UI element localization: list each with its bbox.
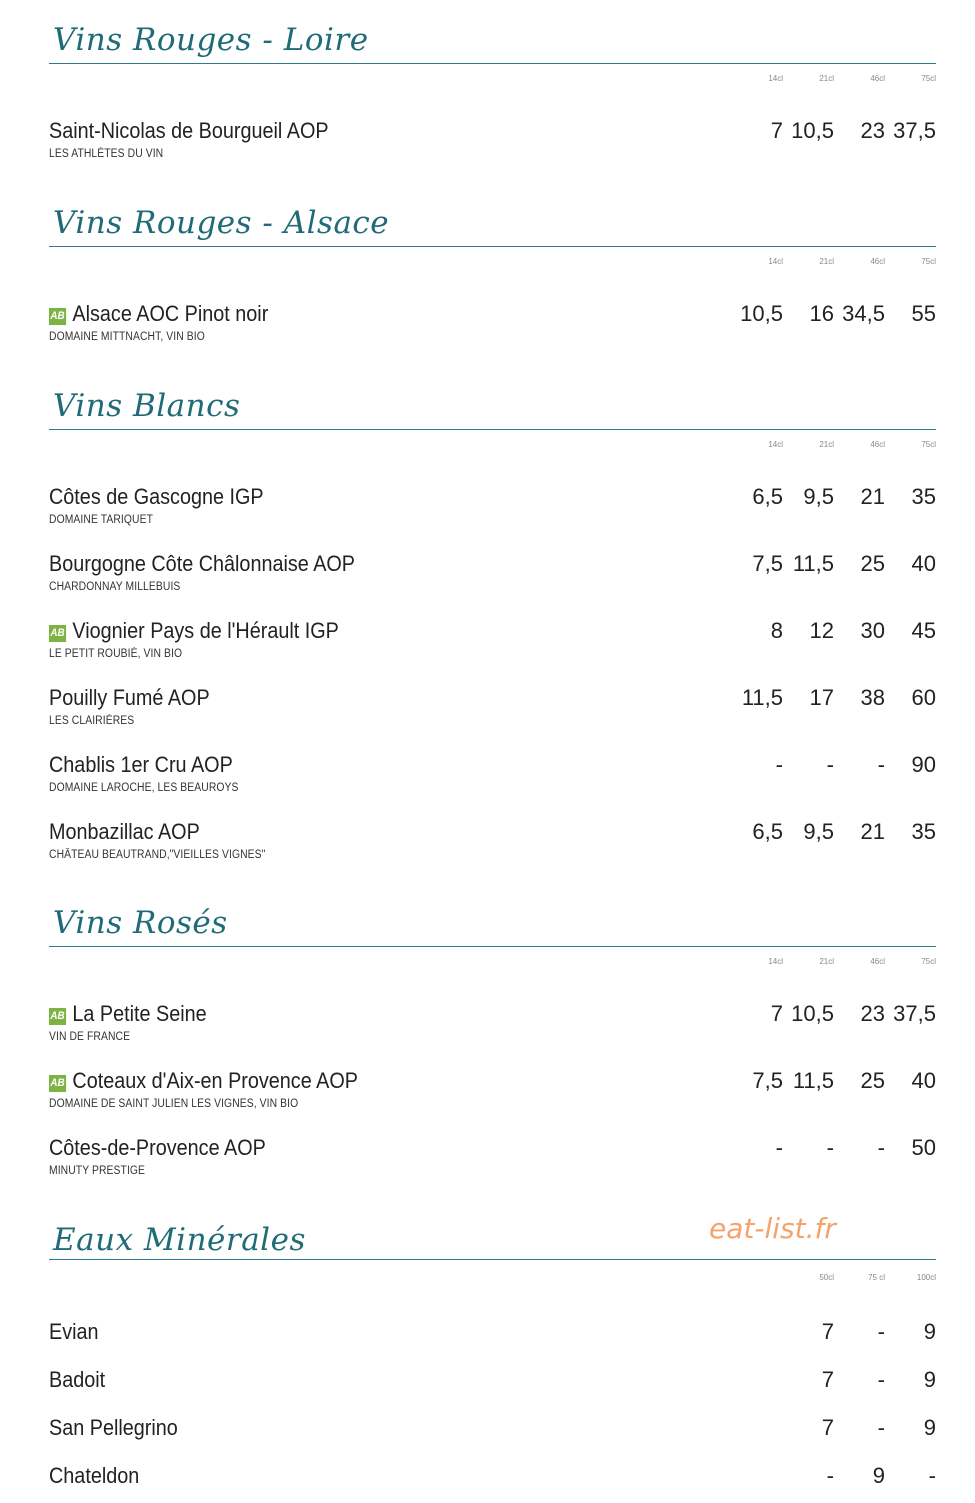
volume-label: 14cl: [768, 257, 783, 266]
volume-label: 46cl: [870, 957, 885, 966]
volume-label: 21cl: [819, 957, 834, 966]
price: 21: [860, 819, 885, 844]
price: 17: [809, 685, 834, 710]
price: 7: [770, 1001, 783, 1026]
item-name: San Pellegrino: [49, 1415, 178, 1440]
item-name-text: Alsace AOC Pinot noir: [72, 301, 269, 326]
item-name-text: Coteaux d'Aix-en Provence AOP: [72, 1068, 358, 1093]
price: 6,5: [752, 819, 783, 844]
item-producer: DOMAINE DE SAINT JULIEN LES VIGNES, VIN BIO: [49, 1098, 299, 1110]
price: 25: [860, 551, 885, 576]
price: 16: [809, 301, 834, 326]
price: 7,5: [752, 551, 783, 576]
item-name: [49, 618, 339, 644]
watermark: eat-list.fr: [709, 1212, 836, 1245]
volume-label: 50cl: [819, 1273, 834, 1282]
price: 7,5: [752, 1068, 783, 1093]
price: -: [775, 752, 783, 777]
item-name: [49, 1068, 358, 1094]
price: 9,5: [803, 819, 834, 844]
item-producer: DOMAINE MITTNACHT, VIN BIO: [49, 331, 205, 343]
price: 90: [911, 752, 936, 777]
section-title: Vins Rouges - Alsace: [53, 205, 390, 241]
item-name: Côtes-de-Provence AOP: [49, 1135, 266, 1160]
item-producer: MINUTY PRESTIGE: [49, 1165, 146, 1177]
menu-item: [49, 484, 936, 534]
item-name: Chablis 1er Cru AOP: [49, 752, 233, 777]
price: 11,5: [792, 1068, 834, 1093]
price: 7: [821, 1319, 834, 1344]
item-producer: VIN DE FRANCE: [49, 1031, 131, 1043]
price: 8: [770, 618, 783, 643]
menu-item: [49, 1367, 936, 1407]
volume-label: 14cl: [768, 440, 783, 449]
item-name: Saint-Nicolas de Bourgueil AOP: [49, 118, 329, 143]
section-divider: [49, 1259, 936, 1260]
price: 11,5: [792, 551, 834, 576]
menu-item: [49, 685, 936, 735]
item-producer: LES CLAIRIÈRES: [49, 715, 135, 727]
price: 35: [911, 819, 936, 844]
section-divider: [49, 63, 936, 64]
volume-label: 21cl: [819, 74, 834, 83]
price: -: [826, 1135, 834, 1160]
menu-item: [49, 819, 936, 869]
price: 23: [860, 1001, 885, 1026]
organic-ab-icon: AB: [49, 1008, 66, 1025]
price: -: [775, 1135, 783, 1160]
price: -: [877, 1135, 885, 1160]
price: 40: [911, 551, 936, 576]
price: 7: [770, 118, 783, 143]
menu-item: [49, 301, 936, 351]
volume-label: 75cl: [921, 257, 936, 266]
item-name: Pouilly Fumé AOP: [49, 685, 210, 710]
volume-label: 46cl: [870, 257, 885, 266]
volume-label: 21cl: [819, 257, 834, 266]
price: -: [877, 1415, 885, 1440]
volume-label: 75 cl: [868, 1273, 885, 1282]
price: 50: [911, 1135, 936, 1160]
section-title: Vins Blancs: [53, 388, 241, 424]
price: 7: [821, 1367, 834, 1392]
price: 10,5: [740, 301, 783, 326]
wine-menu-page: [49, 0, 936, 1500]
item-name: Bourgogne Côte Châlonnaise AOP: [49, 551, 356, 576]
item-name-text: Viognier Pays de l'Hérault IGP: [72, 618, 339, 643]
price: 11,5: [741, 685, 783, 710]
price: 9: [923, 1415, 936, 1440]
volume-label: 46cl: [870, 440, 885, 449]
price: -: [826, 1463, 834, 1488]
menu-item: [49, 118, 936, 168]
price: 21: [860, 484, 885, 509]
organic-ab-icon: AB: [49, 1075, 66, 1092]
price: 45: [911, 618, 936, 643]
price: -: [877, 1319, 885, 1344]
menu-item: [49, 1415, 936, 1455]
item-name-text: La Petite Seine: [72, 1001, 207, 1026]
price: 35: [911, 484, 936, 509]
item-producer: CHARDONNAY MILLEBUIS: [49, 581, 181, 593]
volume-label: 75cl: [921, 440, 936, 449]
item-producer: CHÂTEAU BEAUTRAND,"VIEILLES VIGNES": [49, 849, 266, 861]
price: 9,5: [803, 484, 834, 509]
menu-item: [49, 1135, 936, 1185]
volume-label: 100cl: [916, 1273, 936, 1282]
section-divider: [49, 429, 936, 430]
organic-ab-icon: AB: [49, 625, 66, 642]
menu-item: [49, 1463, 936, 1503]
item-name: Monbazillac AOP: [49, 819, 200, 844]
volume-label: 75cl: [921, 957, 936, 966]
item-producer: LES ATHLÈTES DU VIN: [49, 148, 164, 160]
price: 34,5: [842, 301, 885, 326]
section-title: Vins Rosés: [53, 905, 228, 941]
item-name: [49, 1001, 207, 1027]
price: 23: [860, 118, 885, 143]
item-name: Chateldon: [49, 1463, 140, 1488]
section-divider: [49, 246, 936, 247]
item-producer: LE PETIT ROUBIÉ, VIN BIO: [49, 648, 183, 660]
price: 37,5: [893, 1001, 936, 1026]
item-producer: DOMAINE LAROCHE, LES BEAUROYS: [49, 782, 239, 794]
menu-item: [49, 551, 936, 601]
price: 10,5: [791, 1001, 834, 1026]
price: -: [877, 1367, 885, 1392]
price: 12: [809, 618, 834, 643]
menu-item: [49, 1001, 936, 1051]
price: 30: [860, 618, 885, 643]
menu-item: [49, 1319, 936, 1359]
price: 55: [911, 301, 936, 326]
price: 9: [923, 1367, 936, 1392]
volume-label: 46cl: [870, 74, 885, 83]
section-divider: [49, 946, 936, 947]
section-title: Eaux Minérales: [53, 1222, 306, 1258]
item-name: Badoit: [49, 1367, 106, 1392]
organic-ab-icon: AB: [49, 308, 66, 325]
volume-label: 14cl: [768, 74, 783, 83]
price: -: [826, 752, 834, 777]
menu-item: [49, 618, 936, 668]
item-producer: DOMAINE TARIQUET: [49, 514, 153, 526]
price: 7: [821, 1415, 834, 1440]
item-name: [49, 301, 268, 327]
menu-item: [49, 752, 936, 802]
menu-item: [49, 1068, 936, 1118]
price: -: [877, 752, 885, 777]
price: 25: [860, 1068, 885, 1093]
price: 60: [911, 685, 936, 710]
item-name: Côtes de Gascogne IGP: [49, 484, 264, 509]
price: 40: [911, 1068, 936, 1093]
price: 37,5: [893, 118, 936, 143]
volume-label: 75cl: [921, 74, 936, 83]
price: 6,5: [752, 484, 783, 509]
section-title: Vins Rouges - Loire: [53, 22, 369, 58]
volume-label: 14cl: [768, 957, 783, 966]
price: 38: [860, 685, 885, 710]
price: 10,5: [791, 118, 834, 143]
price: -: [928, 1463, 936, 1488]
item-name: Evian: [49, 1319, 99, 1344]
price: 9: [923, 1319, 936, 1344]
volume-label: 21cl: [819, 440, 834, 449]
price: 9: [872, 1463, 885, 1488]
